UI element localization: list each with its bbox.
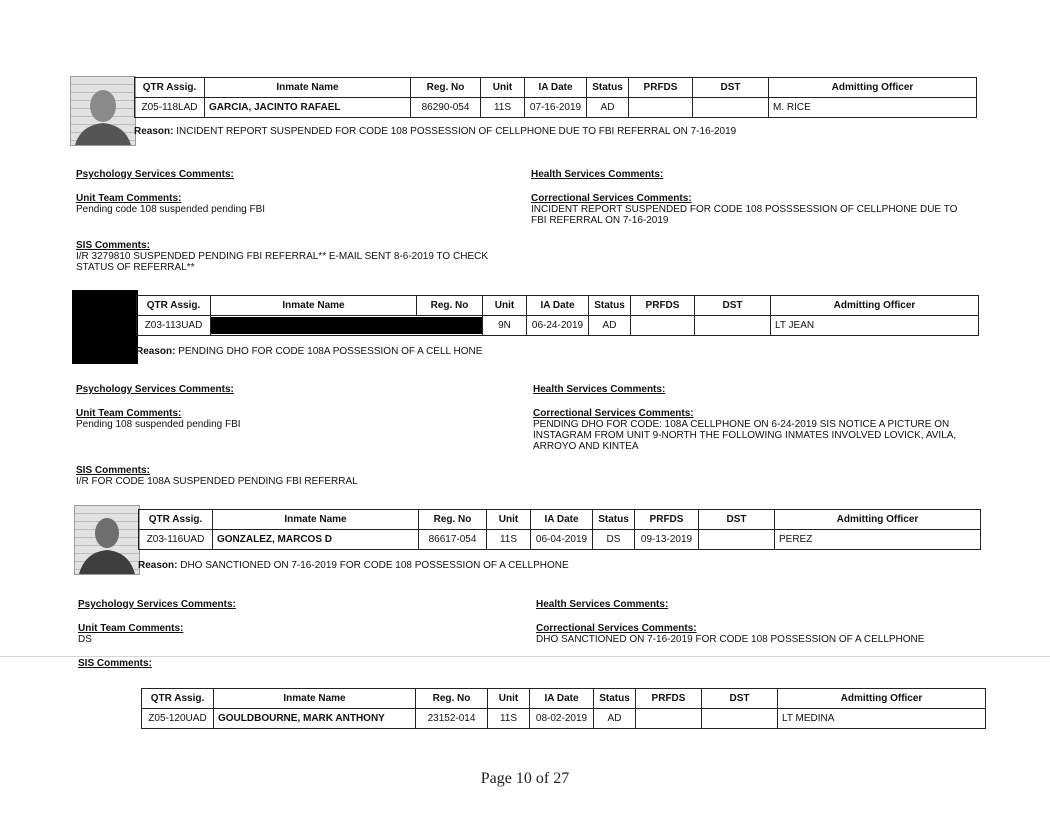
dst-cell: [695, 316, 771, 336]
header-admitting-officer: Admitting Officer: [771, 296, 979, 316]
table-header-row: [139, 510, 981, 530]
header-ia-date: IA Date: [531, 510, 593, 530]
ia-date-cell: 06-04-2019: [531, 530, 593, 550]
dst-cell: [702, 709, 778, 729]
correctional-comments-title: Correctional Services Comments:: [531, 193, 692, 204]
prfds-cell: [636, 709, 702, 729]
reason-text: PENDING DHO FOR CODE 108A POSSESSION OF A CELL HONE: [178, 346, 483, 357]
header-dst: DST: [695, 296, 771, 316]
inmate-photo: [70, 76, 136, 146]
reason-text: DHO SANCTIONED ON 7-16-2019 FOR CODE 108 POSSESSION OF A CELLPHONE: [180, 560, 569, 571]
psychology-comments-title: Psychology Services Comments:: [76, 169, 234, 180]
qtr-cell: Z05-118LAD: [135, 98, 205, 118]
header-inmate-name: Inmate Name: [214, 689, 416, 709]
header-reg-no: Reg. No: [416, 689, 488, 709]
unit-cell: 11S: [481, 98, 525, 118]
reason-text: INCIDENT REPORT SUSPENDED FOR CODE 108 POSSESSION OF CELLPHONE DUE TO FBI REFERRAL ON 7-16-2019: [176, 126, 737, 137]
status-cell: AD: [589, 316, 631, 336]
header-prfds: PRFDS: [636, 689, 702, 709]
header-inmate-name: Inmate Name: [213, 510, 419, 530]
header-qtr: QTR Assig.: [137, 296, 211, 316]
qtr-cell: Z05-120UAD: [142, 709, 214, 729]
record-table: [136, 295, 979, 336]
unit-cell: 9N: [483, 316, 527, 336]
inmate-name-cell: GARCIA, JACINTO RAFAEL: [205, 98, 411, 118]
header-prfds: PRFDS: [629, 78, 693, 98]
health-comments-title: Health Services Comments:: [536, 599, 669, 610]
table-header-row: [135, 78, 977, 98]
table-header-row: [142, 689, 986, 709]
header-reg-no: Reg. No: [417, 296, 483, 316]
header-prfds: PRFDS: [631, 296, 695, 316]
header-dst: DST: [699, 510, 775, 530]
header-ia-date: IA Date: [530, 689, 594, 709]
record-table: [138, 509, 981, 550]
unit-team-comments-title: Unit Team Comments:: [76, 408, 182, 419]
ia-date-cell: 06-24-2019: [527, 316, 589, 336]
health-comments-title: Health Services Comments:: [531, 169, 664, 180]
status-cell: AD: [587, 98, 629, 118]
header-status: Status: [587, 78, 629, 98]
correctional-comments-title: Correctional Services Comments:: [533, 408, 694, 419]
header-unit: Unit: [483, 296, 527, 316]
reason-line: [136, 346, 482, 357]
table-row: [142, 709, 986, 729]
sis-comments-title: SIS Comments:: [76, 465, 150, 476]
header-inmate-name: Inmate Name: [205, 78, 411, 98]
record-table: [141, 688, 986, 729]
inmate-photo: [74, 505, 140, 575]
admitting-officer-cell: M. RICE: [769, 98, 977, 118]
inmate-name-cell: GOULDBOURNE, MARK ANTHONY: [214, 709, 416, 729]
dst-cell: [699, 530, 775, 550]
header-qtr: QTR Assig.: [142, 689, 214, 709]
table-header-row: [137, 296, 979, 316]
header-unit: Unit: [488, 689, 530, 709]
qtr-cell: Z03-113UAD: [137, 316, 211, 336]
redacted-name-cell: [211, 316, 483, 336]
page-number: Page 10 of 27: [480, 770, 570, 787]
correctional-comments-text: DHO SANCTIONED ON 7-16-2019 FOR CODE 108 POSSESSION OF A CELLPHONE: [536, 634, 925, 645]
admitting-officer-cell: PEREZ: [775, 530, 981, 550]
header-admitting-officer: Admitting Officer: [775, 510, 981, 530]
reason-label: Reason:: [134, 126, 174, 137]
header-ia-date: IA Date: [527, 296, 589, 316]
correctional-comments-text: INCIDENT REPORT SUSPENDED FOR CODE 108 POSSSESSION OF CELLPHONE DUE TO FBI REFERRAL ON 7-16-2019: [531, 204, 958, 226]
status-cell: AD: [594, 709, 636, 729]
admitting-officer-cell: LT JEAN: [771, 316, 979, 336]
sis-comments-text: I/R FOR CODE 108A SUSPENDED PENDING FBI REFERRAL: [76, 476, 358, 487]
header-ia-date: IA Date: [525, 78, 587, 98]
unit-cell: 11S: [487, 530, 531, 550]
header-status: Status: [593, 510, 635, 530]
unit-team-comments-text: Pending 108 suspended pending FBI: [76, 419, 241, 430]
header-qtr: QTR Assig.: [135, 78, 205, 98]
status-cell: DS: [593, 530, 635, 550]
prfds-cell: [631, 316, 695, 336]
inmate-name-cell: GONZALEZ, MARCOS D: [213, 530, 419, 550]
header-qtr: QTR Assig.: [139, 510, 213, 530]
header-inmate-name: Inmate Name: [211, 296, 417, 316]
header-unit: Unit: [487, 510, 531, 530]
reason-line: [134, 126, 736, 137]
redaction-bar: [211, 317, 482, 334]
unit-team-comments-title: Unit Team Comments:: [76, 193, 182, 204]
prfds-cell: 09-13-2019: [635, 530, 699, 550]
reg-no-cell: 86290-054: [411, 98, 481, 118]
reg-no-cell: 86617-054: [419, 530, 487, 550]
header-status: Status: [594, 689, 636, 709]
table-row: [135, 98, 977, 118]
unit-team-comments-text: DS: [78, 634, 92, 645]
header-prfds: PRFDS: [635, 510, 699, 530]
prfds-cell: [629, 98, 693, 118]
record-table: [134, 77, 977, 118]
sis-comments-text: I/R 3279810 SUSPENDED PENDING FBI REFERRAL** E-MAIL SENT 8-6-2019 TO CHECK STATUS OF REFERRAL**: [76, 251, 488, 273]
unit-team-comments-title: Unit Team Comments:: [78, 623, 184, 634]
reason-label: Reason:: [136, 346, 176, 357]
header-unit: Unit: [481, 78, 525, 98]
header-reg-no: Reg. No: [411, 78, 481, 98]
qtr-cell: Z03-116UAD: [139, 530, 213, 550]
reg-no-cell: 23152-014: [416, 709, 488, 729]
psychology-comments-title: Psychology Services Comments:: [76, 384, 234, 395]
header-admitting-officer: Admitting Officer: [769, 78, 977, 98]
table-row: [139, 530, 981, 550]
ia-date-cell: 08-02-2019: [530, 709, 594, 729]
header-status: Status: [589, 296, 631, 316]
reason-label: Reason:: [138, 560, 178, 571]
sis-comments-title: SIS Comments:: [78, 658, 152, 669]
redacted-photo: [72, 290, 138, 364]
sis-comments-title: SIS Comments:: [76, 240, 150, 251]
reason-line: [138, 560, 569, 571]
admitting-officer-cell: LT MEDINA: [778, 709, 986, 729]
unit-team-comments-text: Pending code 108 suspended pending FBI: [76, 204, 266, 215]
health-comments-title: Health Services Comments:: [533, 384, 666, 395]
psychology-comments-title: Psychology Services Comments:: [78, 599, 236, 610]
table-row: [137, 316, 979, 336]
correctional-comments-text: PENDING DHO FOR CODE: 108A CELLPHONE ON 6-24-2019 SIS NOTICE A PICTURE ON INSTAGRAM FROM UNIT 9-NORTH THE FOLLOWING INMATES INVOLVED LOVICK, AVILA, ARROYO AND KINTEA: [533, 419, 957, 452]
header-dst: DST: [702, 689, 778, 709]
header-admitting-officer: Admitting Officer: [778, 689, 986, 709]
dst-cell: [693, 98, 769, 118]
unit-cell: 11S: [488, 709, 530, 729]
header-dst: DST: [693, 78, 769, 98]
ia-date-cell: 07-16-2019: [525, 98, 587, 118]
header-reg-no: Reg. No: [419, 510, 487, 530]
correctional-comments-title: Correctional Services Comments:: [536, 623, 697, 634]
scan-fold-line: [0, 656, 1050, 657]
